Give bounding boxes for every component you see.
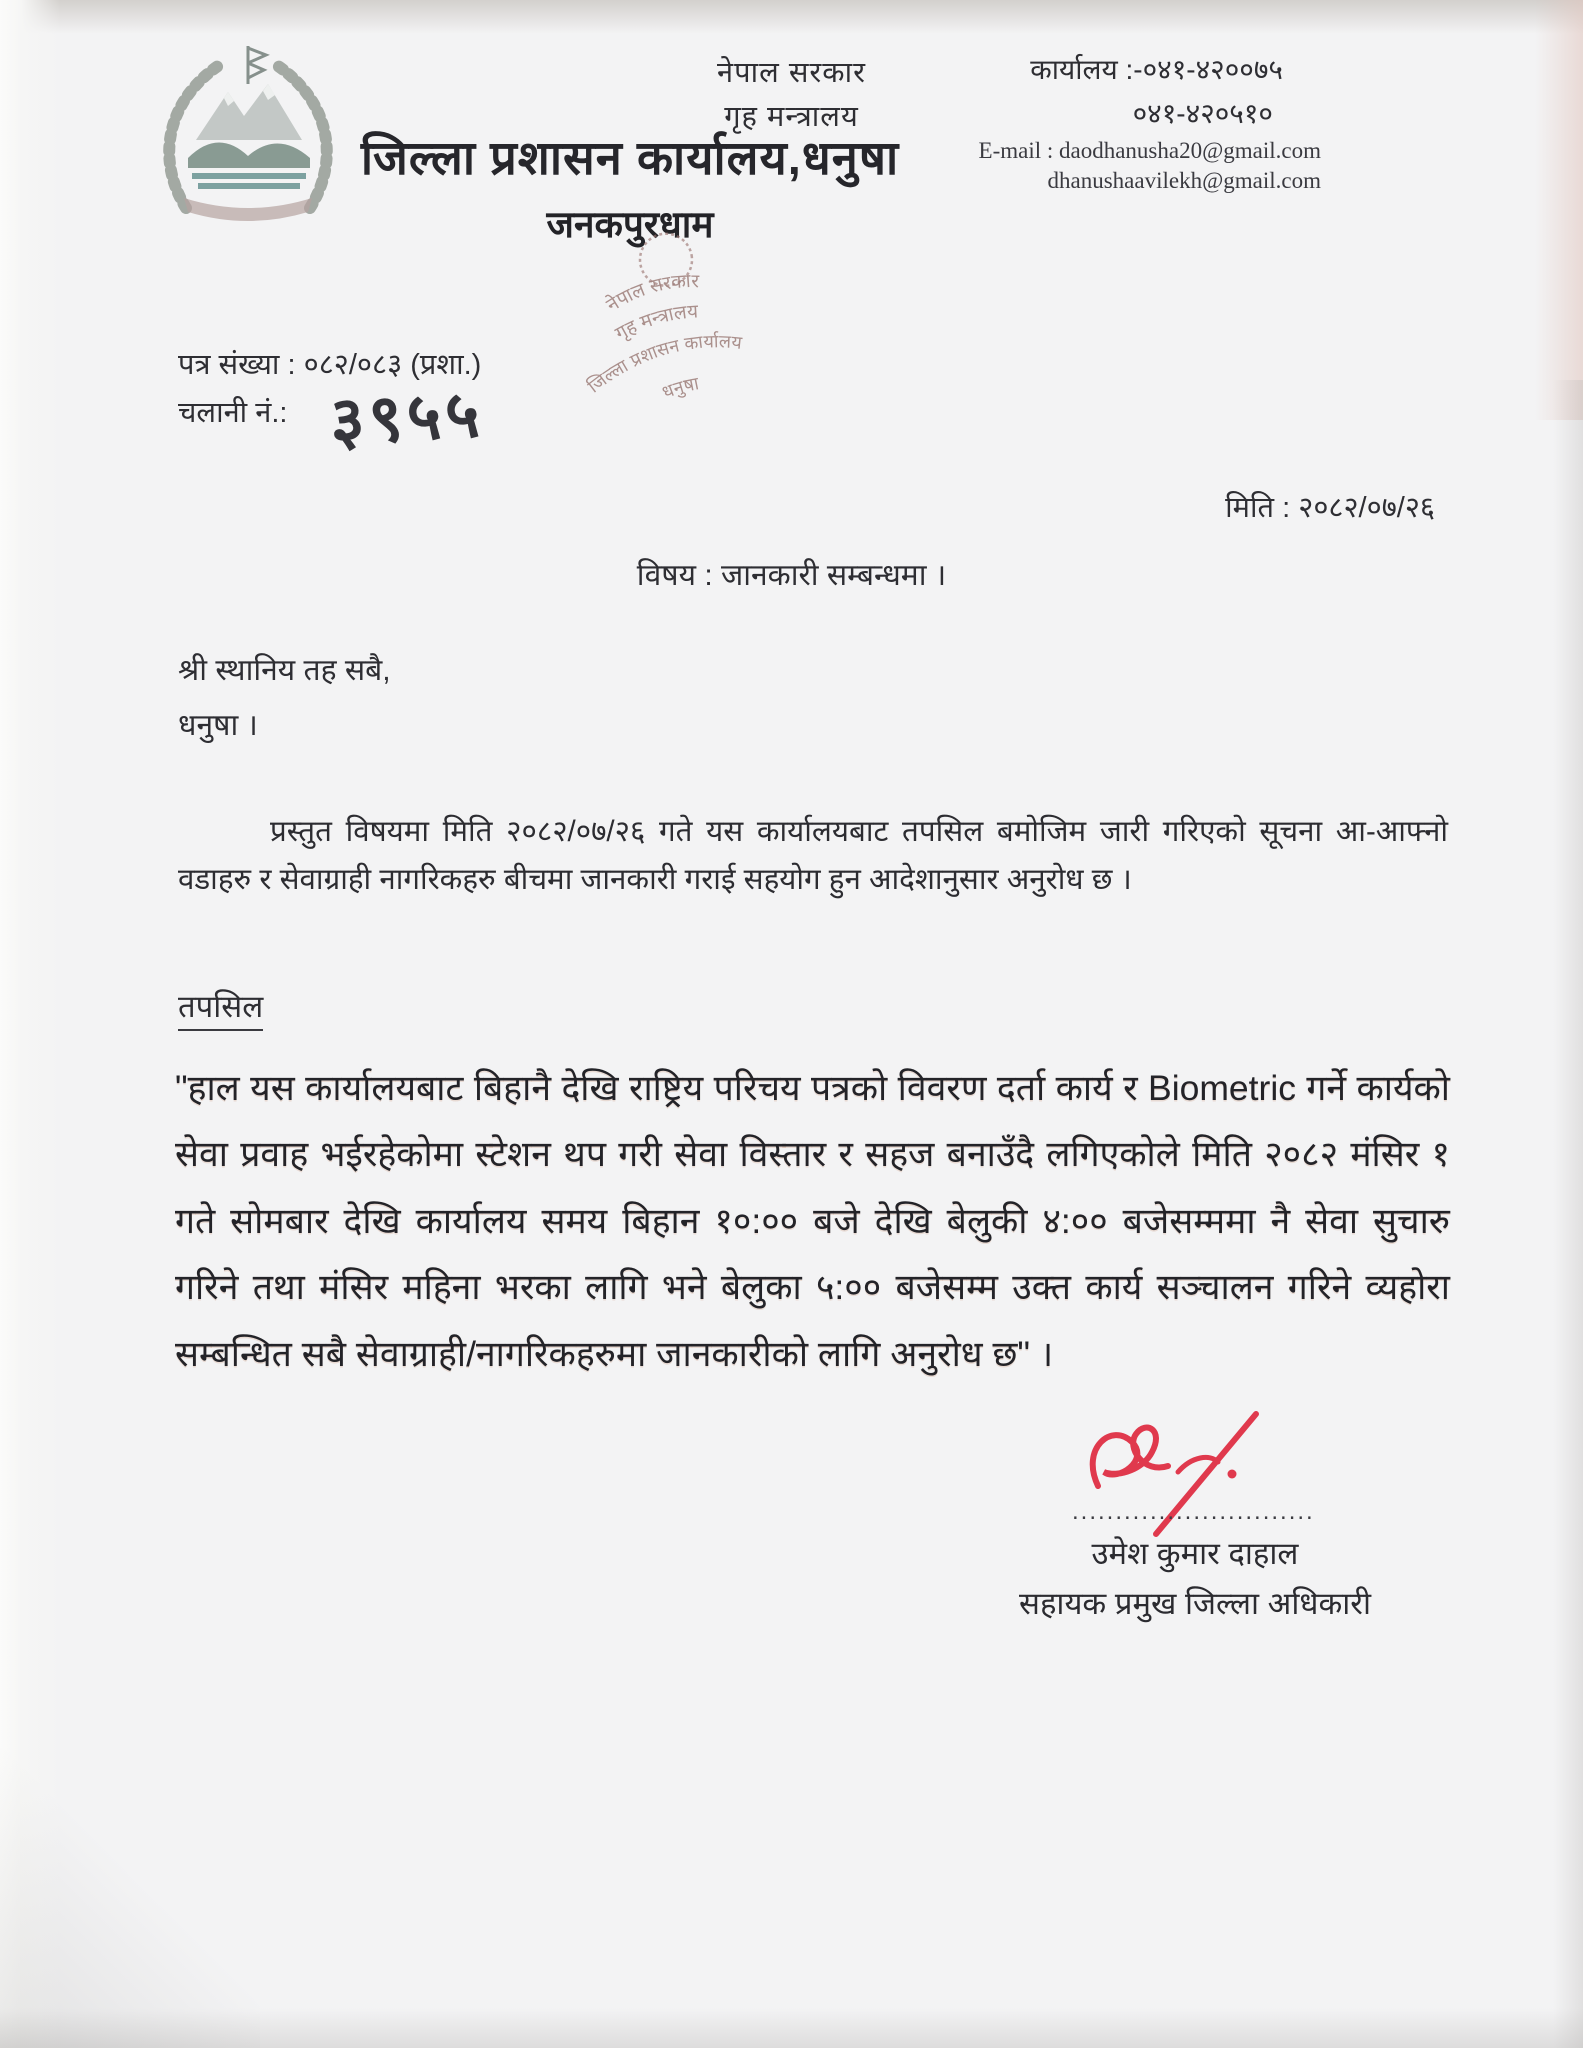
- addressee-line-1: श्री स्थानिय तह सबै,: [178, 654, 391, 687]
- stamp-line-4: धनुषा: [659, 373, 701, 403]
- addressee-line-2: धनुषा ।: [178, 709, 258, 742]
- ministry-name: गृह मन्त्रालय: [724, 101, 859, 133]
- office-email-1: E-mail : daodhanusha20@gmail.com: [978, 138, 1321, 163]
- dispatch-number-label: चलानी नं.:: [178, 397, 288, 429]
- letter-date: मिति : २०८२/०७/२६: [1225, 492, 1435, 524]
- stamp-line-3: जिल्ला प्रशासन कार्यालय: [584, 331, 743, 397]
- dispatch-number-handwritten: ३९५५: [328, 376, 486, 458]
- subject-line: विषय : जानकारी सम्बन्धमा ।: [636, 559, 947, 592]
- signatory-name: उमेश कुमार दाहाल: [1091, 1536, 1299, 1571]
- office-city: जनकपुरधाम: [546, 204, 714, 245]
- paper-fold-shadow: [0, 1748, 260, 2048]
- office-stamp: [532, 200, 783, 435]
- schedule-heading: तपसिल: [178, 985, 263, 1031]
- office-phone-2: ०४१-४२०५१०: [1132, 98, 1273, 129]
- svg-text:धनुषा: [659, 373, 702, 403]
- paper-edge-shadow-top: [0, 0, 1583, 34]
- stamp-line-2: गृह मन्त्रालय: [612, 301, 699, 345]
- office-title: जिल्ला प्रशासन कार्यालय,धनुषा: [360, 131, 900, 184]
- body-paragraph-1: प्रस्तुत विषयमा मिति २०८२/०७/२६ गते यस कार्यालयबाट तपसिल बमोजिम जारी गरिएको सूचना आ-आफ्नो वडाहरु र सेवाग्राही नागरिकहरु बीचमा जानकारी गराई सहयोग हुन आदेशानुसार अनुरोध छ ।: [178, 815, 1448, 896]
- office-email-2: dhanushaavilekh@gmail.com: [1047, 168, 1321, 193]
- paper-edge-highlight-left: [0, 0, 60, 2048]
- signature-dotted-line: ............................: [1072, 1498, 1315, 1525]
- paper-edge-shadow-right: [1553, 380, 1583, 2048]
- stamp-line-1: नेपाल सरकार: [603, 270, 700, 317]
- letter-ref-number: पत्र संख्या : ०८२/०८३ (प्रशा.): [178, 349, 482, 381]
- government-name: नेपाल सरकार: [717, 57, 866, 89]
- body-paragraph-2: "हाल यस कार्यालयबाट बिहानै देखि राष्ट्रिय परिचय पत्रको विवरण दर्ता कार्य र Biometric गर्ने कार्यको सेवा प्रवाह भईरहेकोमा स्टेशन थप गरी सेवा विस्तार र सहज बनाउँदै लगिएकोले मिति २०८२ मंसिर १ गते सोमबार देखि कार्यालय समय बिहान १०:०० बजे देखि बेलुकी ४:०० बजेसम्ममा नै सेवा सुचारु गरिने तथा मंसिर महिना भरका लागि भने बेलुका ५:०० बजेसम्म उक्त कार्य सञ्चालन गरिने व्यहोरा सम्बन्धित सबै सेवाग्राही/नागरिकहरुमा जानकारीको लागि अनुरोध छ" ।: [175, 1068, 1450, 1374]
- office-phone-1: कार्यालय :-०४१-४२००७५: [1030, 54, 1283, 85]
- signatory-title: सहायक प्रमुख जिल्ला अधिकारी: [1019, 1586, 1371, 1621]
